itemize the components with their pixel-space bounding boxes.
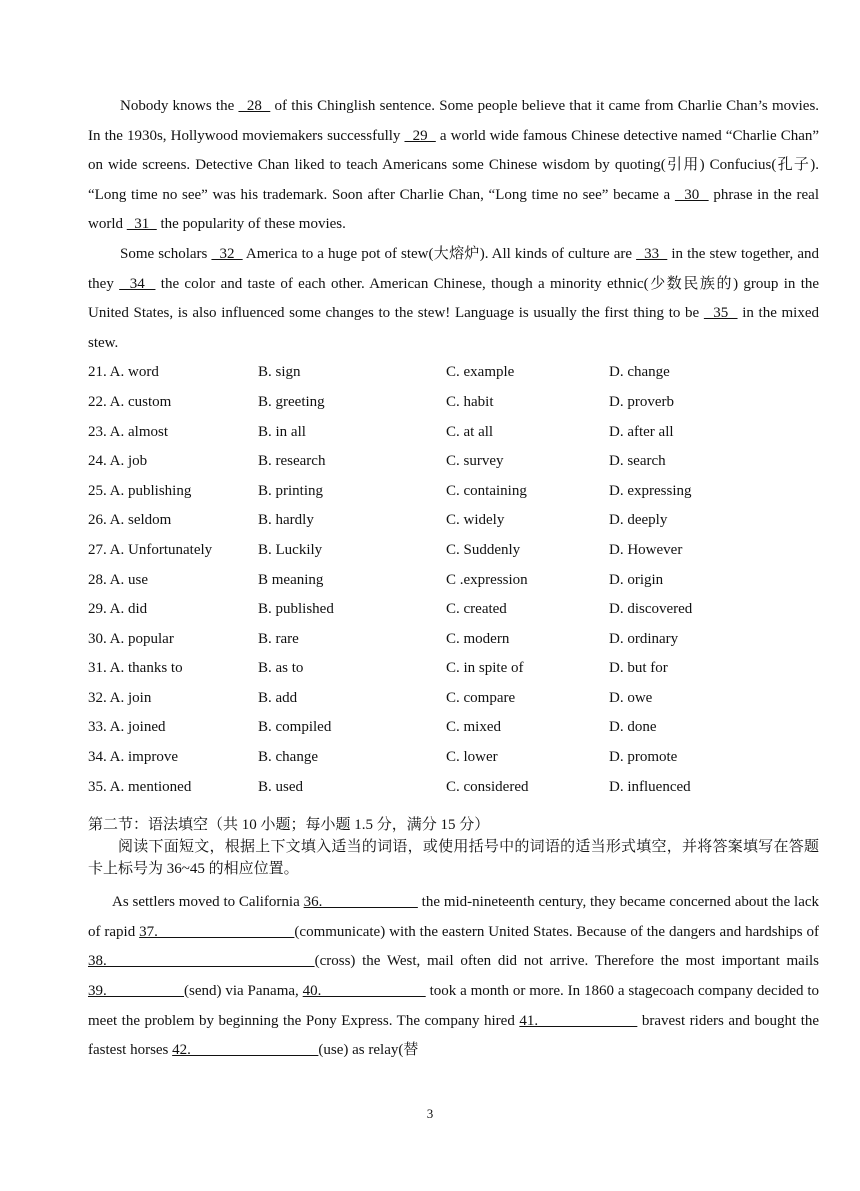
option-d: D. change: [609, 364, 670, 381]
option-a: 32. A. join: [88, 689, 152, 706]
option-a: 21. A. word: [88, 364, 159, 381]
blank-37: 37.: [139, 923, 295, 940]
question-row-22: [88, 388, 819, 418]
grammar-text: the mid-nineteenth century, they became concerned about the lack of rapid: [88, 894, 820, 940]
option-a: 24. A. job: [88, 453, 148, 470]
question-row-31: [88, 654, 819, 684]
option-d: D. expressing: [609, 482, 692, 499]
blank-38: 38.: [88, 953, 315, 970]
option-c: C .expression: [446, 571, 528, 588]
option-a: 23. A. almost: [88, 423, 169, 440]
option-a: 31. A. thanks to: [88, 660, 183, 677]
blank-42: 42.: [172, 1042, 319, 1059]
question-row-30: [88, 625, 819, 655]
passage-text: of this Chinglish sentence. Some people believe that it came from Charlie Chan’s movies. In the 1930s, Hollywood moviemakers successfully: [88, 98, 820, 144]
blank-36: 36.: [303, 894, 418, 911]
section-2-title: 第二节：语法填空（共 10 小题；每小题 1.5 分，满分 15 分）: [88, 817, 490, 834]
question-row-23: [88, 418, 819, 448]
passage-text: phrase in the real world: [88, 186, 819, 233]
blank-34: 34: [119, 275, 156, 292]
question-row-25: [88, 477, 819, 507]
option-d: D. but for: [609, 660, 668, 677]
passage-text: in the mixed stew.: [88, 305, 820, 351]
option-d: D. owe: [609, 689, 653, 706]
passage-text: Some scholars: [120, 245, 208, 262]
passage-text: Nobody knows the: [120, 98, 235, 114]
question-row-27: [88, 536, 819, 566]
option-b: B. in all: [258, 423, 306, 440]
option-b: B. Luckily: [258, 541, 323, 558]
option-b: B. add: [258, 689, 298, 706]
option-b: B. change: [258, 749, 318, 766]
passage-text: the color and taste of each other. American Chinese, though a minority ethnic(少数民族的) group in the United States, is also influenced some changes to the stew! Language is usually the first thing to be: [88, 275, 820, 322]
option-d: D. after all: [609, 423, 674, 440]
document-page: [88, 92, 819, 1066]
option-b: B. published: [258, 601, 334, 618]
passage-text: the popularity of these movies.: [160, 216, 346, 233]
page-number: 3: [426, 1106, 434, 1121]
option-d: D. promote: [609, 749, 678, 766]
option-a: 22. A. custom: [88, 393, 172, 410]
option-a: 29. A. did: [88, 601, 148, 618]
question-row-21: [88, 358, 819, 388]
option-d: D. proverb: [609, 393, 674, 410]
blank-39: 39.: [88, 983, 185, 1000]
option-b: B. sign: [258, 364, 301, 381]
section-2-instructions: 阅读下面短文，根据上下文填入适当的词语，或使用括号中的词语的适当形式填空，并将答案填写在答题卡上标号为 36~45 的相应位置。: [88, 839, 819, 878]
option-c: C. Suddenly: [446, 541, 521, 558]
blank-28: 28: [238, 98, 271, 114]
blank-29: 29: [404, 127, 436, 144]
option-c: C. widely: [446, 512, 505, 529]
option-c: C. mixed: [446, 719, 501, 736]
blank-30: 30: [674, 186, 709, 203]
option-b: B. greeting: [258, 393, 325, 410]
option-d: D. done: [609, 719, 657, 736]
option-b: B meaning: [258, 571, 324, 588]
option-b: B. as to: [258, 660, 304, 677]
option-b: B. used: [258, 778, 303, 795]
option-c: C. modern: [446, 630, 510, 647]
passage-text: America to a huge pot of stew(大熔炉). All kinds of culture are: [245, 245, 633, 262]
grammar-text: took a month or more. In 1860 a stagecoach company decided to meet the problem by beginning the Pony Express. The company hired: [88, 983, 820, 1029]
option-c: C. lower: [446, 749, 498, 766]
option-d: D. origin: [609, 571, 664, 588]
passage-paragraph-2: [88, 240, 819, 358]
blank-35: 35: [703, 305, 738, 322]
option-a: 27. A. Unfortunately: [88, 541, 213, 558]
option-c: C. at all: [446, 423, 494, 440]
option-c: C. example: [446, 364, 515, 381]
passage-text: a world wide famous Chinese detective named “Charlie Chan” on wide screens. Detective Chan liked to teach Americans some Chinese wisdom by quoting(引用) Confucius(孔子). “Long time no see” was his trademark. Soon after Charlie Chan, “Long time no see” became a: [88, 127, 820, 203]
option-a: 30. A. popular: [88, 630, 174, 647]
option-c: C. containing: [446, 482, 527, 499]
option-c: C. created: [446, 601, 507, 618]
option-c: C. compare: [446, 689, 516, 706]
option-a: 35. A. mentioned: [88, 778, 192, 795]
grammar-passage: [88, 888, 819, 1066]
question-row-24: [88, 447, 819, 477]
blank-31: 31: [126, 216, 157, 233]
question-row-33: [88, 713, 819, 743]
option-a: 28. A. use: [88, 571, 148, 588]
option-a: 25. A. publishing: [88, 482, 192, 499]
option-c: C. survey: [446, 453, 504, 470]
question-row-28: [88, 566, 819, 596]
question-row-29: [88, 595, 819, 625]
option-a: 26. A. seldom: [88, 512, 172, 529]
option-a: 33. A. joined: [88, 719, 166, 736]
blank-32: 32: [211, 245, 243, 262]
option-b: B. hardly: [258, 512, 314, 529]
option-d: D. ordinary: [609, 630, 679, 647]
grammar-text: As settlers moved to California: [112, 894, 300, 911]
answer-choices-list: [88, 358, 819, 802]
option-b: B. printing: [258, 482, 324, 499]
blank-41: 41.: [519, 1012, 638, 1029]
blank-33: 33: [636, 245, 668, 262]
grammar-text: bravest riders and bought the fastest horses: [88, 1012, 820, 1059]
option-d: D. influenced: [609, 778, 691, 795]
option-b: B. rare: [258, 630, 299, 647]
option-c: C. in spite of: [446, 660, 524, 677]
question-row-34: [88, 743, 819, 773]
question-row-32: [88, 684, 819, 714]
option-a: 34. A. improve: [88, 749, 178, 766]
option-b: B. compiled: [258, 719, 332, 736]
grammar-text: (send) via Panama,: [184, 983, 299, 1000]
grammar-text: (use) as relay(替: [318, 1042, 419, 1059]
blank-40: 40.: [302, 983, 426, 1000]
option-b: B. research: [258, 453, 326, 470]
option-c: C. habit: [446, 393, 494, 410]
option-c: C. considered: [446, 778, 529, 795]
option-d: D. search: [609, 453, 666, 470]
passage-text: in the stew together, and they: [88, 245, 820, 292]
question-row-26: [88, 506, 819, 536]
grammar-text: (cross) the West, mail often did not arrive. Therefore the most important mails: [314, 953, 819, 970]
option-d: D. However: [609, 541, 683, 558]
option-d: D. deeply: [609, 512, 668, 529]
grammar-text: (communicate) with the eastern United States. Because of the dangers and hardships of: [294, 923, 819, 940]
question-row-35: [88, 773, 819, 803]
option-d: D. discovered: [609, 601, 693, 618]
passage-paragraph-1: [88, 92, 819, 240]
